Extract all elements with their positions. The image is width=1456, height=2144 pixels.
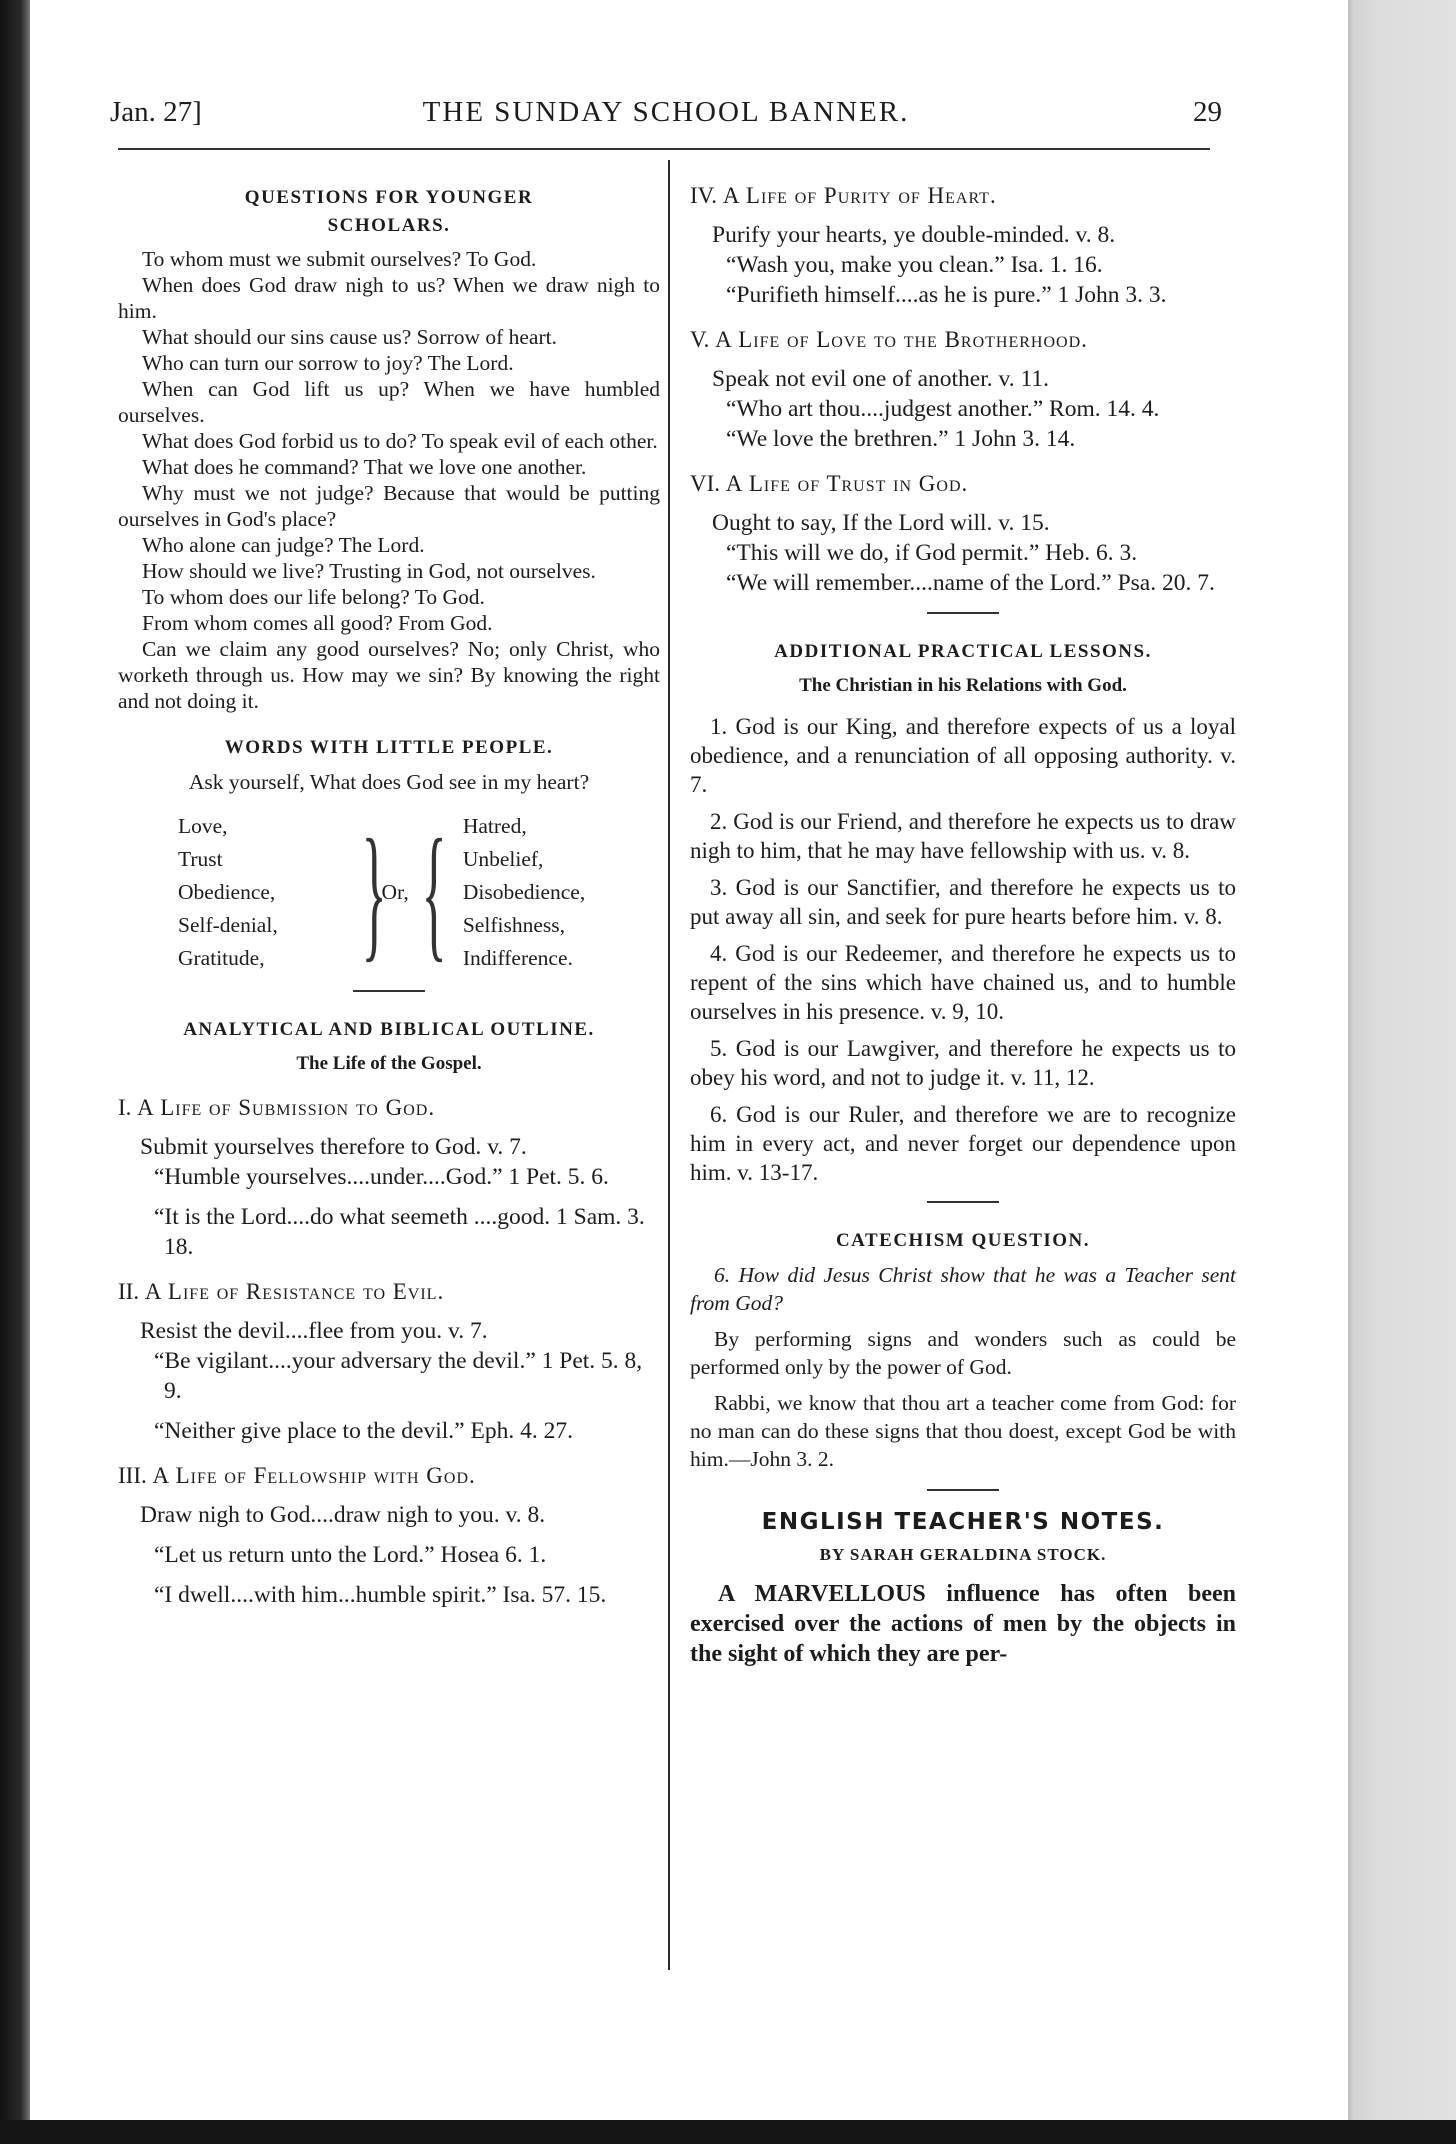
outline-title: A Life of Resistance to Evil. (144, 1279, 445, 1304)
qa-line: How should we live? Trusting in God, not ourselves. (142, 559, 596, 583)
qa-line: What should our sins cause us? Sorrow of heart. (142, 325, 557, 349)
qa-line: Who alone can judge? The Lord. (142, 533, 425, 557)
header-rule (118, 148, 1210, 150)
lesson-item: 6. God is our Ruler, and therefore we are to recognize him in every act, and never forget our dependence upon him. v. 13-17. (690, 1102, 1236, 1185)
outline-title: A Life of Love to the Brotherhood. (715, 327, 1088, 352)
column-rule (668, 160, 670, 1970)
outline-title: A Life of Trust in God. (725, 471, 969, 496)
additional-heading: ADDITIONAL PRACTICAL LESSONS. (774, 641, 1152, 662)
questions-heading: QUESTIONS FOR YOUNGER SCHOLARS. (244, 187, 534, 236)
questions-list (118, 246, 660, 714)
outline-subheading: The Life of the Gospel. (296, 1053, 482, 1074)
catechism-heading: CATECHISM QUESTION. (835, 1230, 1091, 1251)
english-notes-body: A MARVELLOUS influence has often been exercised over the actions of men by the objects in the sight of which they are per- (690, 1581, 1236, 1667)
lesson-item: 3. God is our Sanctifier, and therefore he expects us to put away all sin, and seek for pure hearts before him. v. 8. (690, 875, 1236, 929)
qa-line: Why must we not judge? Because that would be putting ourselves in God's place? (118, 481, 660, 531)
outline-section-6: VI. A Life of Trust in God. Ought to say, If the Lord will. v. 15. “This will we do, if God permit.” Heb. 6. 3. “We will remember....name of the Lord.” Psa. 20. 7. (690, 471, 1215, 596)
header-date: Jan. 27] (110, 96, 202, 128)
words-ask: Ask yourself, What does God see in my heart? (188, 770, 590, 794)
lesson-item: 1. God is our King, and therefore expects of us a loyal obedience, and a renunciation of all opposing authority. v. 7. (690, 714, 1236, 797)
left-column (118, 180, 660, 1610)
qa-line: Can we claim any good ourselves? No; only Christ, who worketh through us. How may we sin? By knowing the right and not doing it. (118, 637, 660, 713)
catechism-scripture: Rabbi, we know that thou art a teacher come from God: for no man can do these signs that thou doest, except God be with him.—John 3. 2. (690, 1391, 1236, 1471)
lesson-item: 2. God is our Friend, and therefore he expects us to draw nigh to him, that he may have fellowship with us. v. 8. (690, 809, 1236, 863)
lesson-item: 4. God is our Redeemer, and therefore he expects us to repent of the sins which have chained us, and to humble ourselves in his presence. v. 9, 10. (690, 941, 1236, 1024)
additional-subheading: The Christian in his Relations with God. (799, 675, 1127, 696)
outline-title: A Life of Fellowship with God. (152, 1463, 476, 1488)
section-divider (927, 612, 999, 614)
header-title: THE SUNDAY SCHOOL BANNER. (422, 96, 910, 128)
page-number: 29 (1193, 96, 1222, 128)
right-brace: } (361, 809, 388, 975)
qa-line: When does God draw nigh to us? When we draw nigh to him. (118, 273, 660, 323)
qa-line: Who can turn our sorrow to joy? The Lord. (142, 351, 514, 375)
lessons-list (690, 712, 1236, 1187)
outline-title: A Life of Submission to God. (137, 1095, 436, 1120)
lesson-item: 5. God is our Lawgiver, and therefore he expects us to obey his word, and not to judge it. v. 11, 12. (690, 1036, 1236, 1090)
outline-section-3: III. A Life of Fellowship with God. Draw nigh to God....draw nigh to you. v. 8. “Let us return unto the Lord.” Hosea 6. 1. “I dwell....with him...humble spirit.” Isa. 57. 15. (118, 1463, 607, 1608)
qa-line: From whom comes all good? From God. (142, 611, 493, 635)
scan-bottom-band (0, 2120, 1456, 2144)
english-notes-title: ENGLISH TEACHER'S NOTES. (761, 1509, 1165, 1535)
qa-line: What does he command? That we love one another. (142, 455, 587, 479)
or-label: Or, (381, 879, 409, 904)
section-divider (927, 1489, 999, 1491)
qa-line: To whom must we submit ourselves? To God. (142, 247, 537, 271)
outline-section-2: II. A Life of Resistance to Evil. Resist the devil....flee from you. v. 7. “Be vigilant....your adversary the devil.” 1 Pet. 5. 8, 9. “Neither give place to the devil.” Eph. 4. 27. (118, 1279, 643, 1444)
outline-heading: ANALYTICAL AND BIBLICAL OUTLINE. (183, 1019, 595, 1040)
qa-line: When can God lift us up? When we have humbled ourselves. (118, 377, 660, 427)
virtues-vices-brace (118, 808, 660, 976)
right-column (690, 180, 1236, 1669)
outline-section-1: I. A Life of Submission to God. Submit yourselves therefore to God. v. 7. “Humble yourselves....under....God.” 1 Pet. 5. 6. “It is the Lord....do what seemeth ....good. 1 Sam. 3. 18. (118, 1095, 645, 1260)
catechism-question: 6. How did Jesus Christ show that he was a Teacher sent from God? (690, 1263, 1236, 1315)
words-heading: WORDS WITH LITTLE PEOPLE. (224, 737, 554, 758)
left-brace: { (421, 809, 447, 975)
english-notes-byline: BY SARAH GERALDINA STOCK. (819, 1545, 1107, 1564)
virtues-list: Love, Trust Obedience, Self-denial, Gratitude, (178, 813, 278, 970)
catechism-answer: By performing signs and wonders such as could be performed only by the power of God. (690, 1327, 1236, 1379)
outline-title: A Life of Purity of Heart. (722, 183, 997, 208)
page-edge (1348, 0, 1456, 2144)
section-divider (927, 1201, 999, 1203)
section-divider (353, 990, 425, 992)
qa-line: To whom does our life belong? To God. (142, 585, 485, 609)
book-spine-shadow (0, 0, 30, 2144)
outline-section-4: IV. A Life of Purity of Heart. Purify your hearts, ye double-minded. v. 8. “Wash you, make you clean.” Isa. 1. 16. “Purifieth himself....as he is pure.” 1 John 3. 3. (690, 183, 1167, 308)
outline-section-5: V. A Life of Love to the Brotherhood. Speak not evil one of another. v. 11. “Who art thou....judgest another.” Rom. 14. 4. “We love the brethren.” 1 John 3. 14. (690, 327, 1160, 452)
running-header (110, 96, 1222, 140)
vices-list: Hatred, Unbelief, Disobedience, Selfishness, Indifference. (462, 813, 586, 970)
qa-line: What does God forbid us to do? To speak evil of each other. (142, 429, 658, 453)
